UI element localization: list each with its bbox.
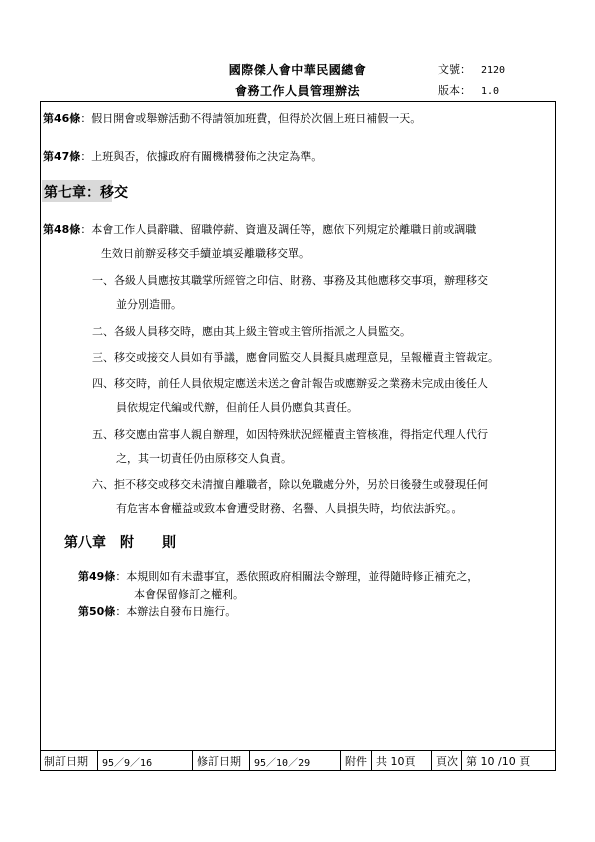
header-title: 會務工作人員管理辦法 — [234, 84, 360, 98]
article-46-text: ：假日開會或舉辦活動不得請領加班費，但得於次個上班日補假一天。 — [80, 112, 422, 125]
header-org: 國際傑人會中華民國總會 — [228, 63, 367, 77]
article-50 — [78, 603, 236, 619]
attachment-label: 附件 — [341, 751, 372, 771]
article-48-text-1: ：本會工作人員辭職、留職停薪、資遣及調任等，應依下列規定於離職日前或調職 — [80, 223, 477, 236]
chapter-8-title-1: 附 — [120, 535, 134, 551]
footer-table — [40, 750, 556, 771]
article-50-number: 第50條 — [78, 605, 116, 618]
article-47-text: ：上班與否，依據政府有關機構發佈之決定為準。 — [80, 150, 323, 163]
item-2: 二、各級人員移交時，應由其上級主管或主管所指派之人員監交。 — [92, 325, 411, 338]
attachment-value: 共 10頁 — [372, 751, 432, 771]
article-48-number: 第48條 — [43, 223, 81, 236]
article-49-line-1 — [78, 568, 478, 584]
chapter-7-heading: 第七章：移交 — [44, 185, 128, 201]
article-50-text: ：本辦法自發布日施行。 — [115, 605, 237, 618]
item-1-line-2: 並分別造冊。 — [116, 298, 182, 311]
doc-number-label: 文號： — [438, 63, 471, 76]
chapter-8-title-2: 則 — [162, 535, 176, 551]
page-value: 第 10 /10 頁 — [466, 755, 531, 768]
doc-version — [438, 82, 499, 98]
item-4-line-1: 四、移交時，前任人員依規定應送未送之會計報告或應辦妥之業務未完成由後任人 — [92, 377, 488, 390]
item-6-line-2: 有危害本會權益或致本會遭受財務、名譽、人員損失時，均依法訴究。。 — [116, 502, 463, 515]
article-47 — [43, 148, 322, 164]
made-date-label: 制訂日期 — [40, 751, 98, 771]
article-49-line-2: 本會保留修訂之權利。 — [134, 588, 244, 601]
doc-number — [438, 61, 505, 77]
version-label: 版本： — [438, 84, 471, 97]
article-48-line-1 — [43, 221, 476, 237]
page-label: 頁次 — [432, 751, 462, 771]
article-48-line-2: 生效日前辦妥移交手續並填妥離職移交單。 — [101, 247, 310, 260]
doc-number-value: 2120 — [481, 65, 506, 76]
article-46 — [43, 110, 421, 126]
made-date-value: 95／9／16 — [98, 751, 193, 771]
item-5-line-2: 之，其一切責任仍由原移交人負責。 — [116, 452, 292, 465]
item-6-line-1: 六、拒不移交或移交未清擅自離職者，除以免職處分外，另於日後發生或發現任何 — [92, 478, 488, 491]
article-47-number: 第47條 — [43, 150, 81, 163]
item-4-line-2: 員依規定代編或代辦，但前任人員仍應負其責任。 — [116, 401, 358, 414]
version-value: 1.0 — [481, 86, 500, 97]
chapter-8-heading — [64, 532, 176, 552]
revised-date-label: 修訂日期 — [193, 751, 250, 771]
chapter-8-number: 第八章 — [64, 535, 106, 551]
article-49-number: 第49條 — [78, 570, 116, 583]
item-1-line-1: 一、各級人員應按其職掌所經管之印信、財務、事務及其他應移交事項，辦理移交 — [92, 274, 488, 287]
article-49-text-1: ：本規則如有未盡事宜，悉依照政府相關法令辦理，並得隨時修正補充之， — [115, 570, 479, 583]
article-46-number: 第46條 — [43, 112, 81, 125]
item-3: 三、移交或接交人員如有爭議，應會同監交人員擬具處理意見，呈報權責主管裁定。 — [92, 351, 499, 364]
revised-date-value: 95／10／29 — [250, 751, 341, 771]
item-5-line-1: 五、移交應由當事人親自辦理，如因特殊狀況經權責主管核准，得指定代理人代行 — [92, 428, 488, 441]
